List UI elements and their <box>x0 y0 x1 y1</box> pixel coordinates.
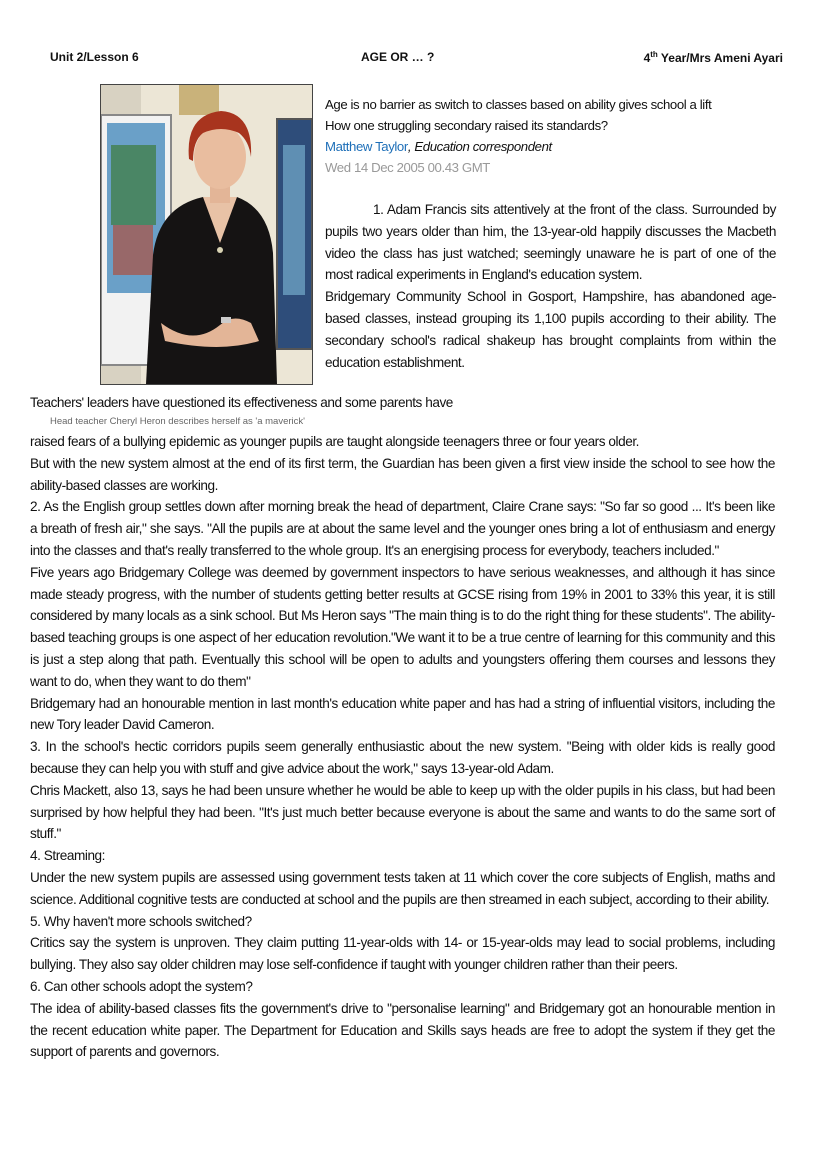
paragraph: Five years ago Bridgemary College was deemed by government inspectors to have serious weaknesses, and although it has since made steady progress, with the number of students getting better results at GCSE rising from 19% in 2001 to 33% this year, it is still considered by many locals as a sink school. But Ms Heron says "The main thing is to do the right thing for these students". The ability-based teaching groups is one aspect of her education revolution."We want it to be a true centre of learning for this community and this is just a step along that path. Eventually this school will be open to adults and youngsters offering them courses and lessons they want to do, when they want to do them" <box>30 564 775 689</box>
paragraph: Under the new system pupils are assessed using government tests taken at 11 which cover the core subjects of English, maths and science. Additional cognitive tests are conducted at school and the pupils are then streamed in each subject, according to their ability. <box>30 869 775 907</box>
paragraph: Bridgemary Community School in Gosport, Hampshire, has abandoned age-based classes, instead grouping its 1,100 pupils according to their ability. The secondary school's radical shakeup has brought complaints from within the education establishment. <box>325 289 776 370</box>
class-teacher-label: 4th Year/Mrs Ameni Ayari <box>643 50 783 65</box>
page-header <box>50 50 783 70</box>
paragraph: 1. Adam Francis sits attentively at the front of the class. Surrounded by pupils two years older than him, the 13-year-old happily discusses the Macbeth video the class has just watched; seemingly unaware he is part of one of the most radical experiments in England's education system. <box>325 202 776 283</box>
unit-lesson-label: Unit 2/Lesson 6 <box>50 50 139 64</box>
article-headline-block <box>325 94 785 178</box>
photo-caption: Head teacher Cheryl Heron describes herself as 'a maverick' <box>50 416 305 427</box>
head-teacher-photo <box>100 84 313 385</box>
section-heading: 6. Can other schools adopt the system? <box>30 978 253 994</box>
author-role: , Education correspondent <box>407 139 552 154</box>
paragraph: Critics say the system is unproven. They claim putting 11-year-olds with 14- or 15-year-olds may lead to social problems, including bullying. They also say older children may lose self-confidence if taught with younger children rather than their peers. <box>30 935 775 973</box>
paragraph: Bridgemary had an honourable mention in last month's education white paper and has had a string of influential visitors, including the new Tory leader David Cameron. <box>30 695 775 733</box>
author-link[interactable]: Matthew Taylor <box>325 139 408 154</box>
paragraph: The idea of ability-based classes fits the government's drive to "personalise learning" and Bridgemary got an honourable mention in the recent education white paper. The Department for Education and Skills says heads are free to adopt the system if they get the support of parents and governors. <box>30 1000 775 1060</box>
section-heading: 5. Why haven't more schools switched? <box>30 913 252 929</box>
paragraph: 2. As the English group settles down after morning break the head of department, Claire Crane says: "So far so good ... It's been like a breath of fresh air," she says. "All the pupils are at about the same level and the younger ones bring a lot of enthusiasm and energy into the classes and that's really transferred to the whole group. It's an energising process for everybody, teachers included." <box>30 499 775 558</box>
paragraph: raised fears of a bullying epidemic as younger pupils are taught alongside teenagers three or four years older. <box>30 434 639 449</box>
article-body <box>30 431 775 1063</box>
article-byline <box>325 136 785 157</box>
article-column-text <box>325 199 776 373</box>
article-title: Age is no barrier as switch to classes based on ability gives school a lift <box>325 97 712 112</box>
paragraph: Chris Mackett, also 13, says he had been unsure whether he would be able to keep up with the older pupils in his class, but had been surprised by how helpful they had been. "It's just much better because everyone is about the same and wants to do the same sort of stuff." <box>30 782 775 842</box>
worksheet-title: AGE OR … ? <box>361 50 435 64</box>
paragraph: Teachers' leaders have questioned its effectiveness and some parents have <box>30 395 453 410</box>
paragraph: But with the new system almost at the end of its first term, the Guardian has been given a first view inside the school to see how the ability-based classes are working. <box>30 455 775 493</box>
paragraph: 3. In the school's hectic corridors pupils seem generally enthusiastic about the new system. "Being with older kids is really good because they can help you with stuff and give advice about the work," says 13-year-old Adam. <box>30 739 775 776</box>
portrait-illustration <box>101 85 312 384</box>
article-date: Wed 14 Dec 2005 00.43 GMT <box>325 160 490 175</box>
section-heading: 4. Streaming: <box>30 848 105 864</box>
article-subtitle: How one struggling secondary raised its standards? <box>325 118 608 133</box>
